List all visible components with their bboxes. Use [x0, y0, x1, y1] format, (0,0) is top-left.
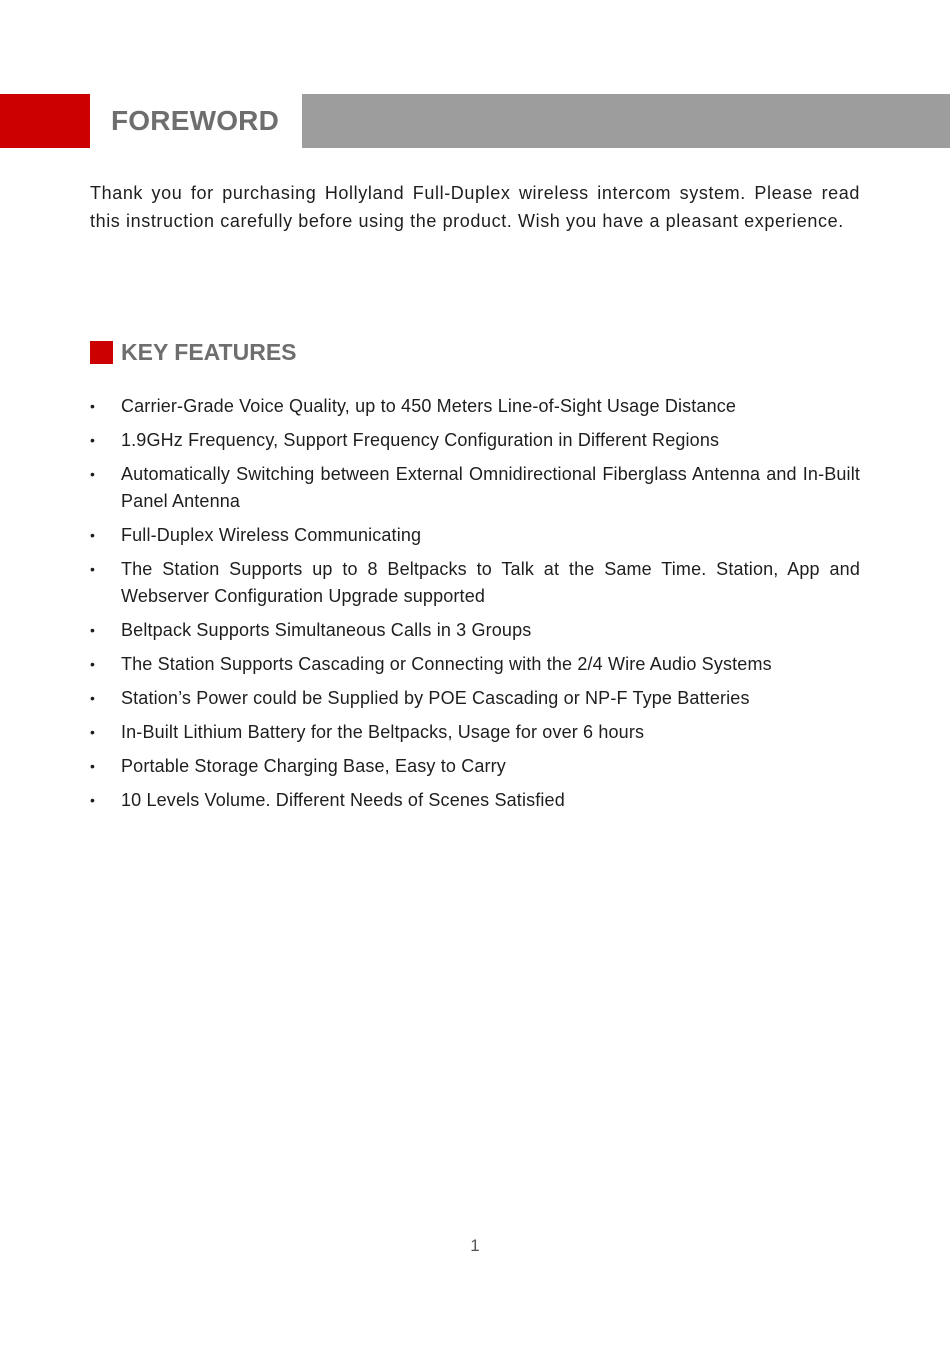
- feature-text: Station’s Power could be Supplied by POE Cascading or NP-F Type Batteries: [121, 688, 750, 708]
- list-item: [90, 719, 860, 746]
- bullet-icon: •: [90, 527, 96, 543]
- feature-text: Carrier-Grade Voice Quality, up to 450 Meters Line-of-Sight Usage Distance: [121, 396, 737, 416]
- feature-text: Beltpack Supports Simultaneous Calls in 3 Groups: [121, 620, 532, 640]
- key-features-heading: [90, 337, 297, 367]
- list-item: [90, 685, 860, 712]
- bullet-icon: •: [90, 561, 96, 577]
- bullet-icon: •: [90, 724, 96, 740]
- list-item: [90, 617, 860, 644]
- feature-list: [90, 393, 860, 821]
- bullet-icon: •: [90, 758, 96, 774]
- list-item: [90, 461, 860, 515]
- list-item: [90, 651, 860, 678]
- section-marker-icon: [90, 341, 113, 364]
- key-features-title: KEY FEATURES: [121, 338, 297, 365]
- header-accent-block: [0, 94, 90, 148]
- feature-text: 1.9GHz Frequency, Support Frequency Configuration in Different Regions: [121, 430, 720, 450]
- feature-text: 10 Levels Volume. Different Needs of Scenes Satisfied: [121, 790, 565, 810]
- feature-text: In-Built Lithium Battery for the Beltpacks, Usage for over 6 hours: [121, 722, 645, 742]
- bullet-icon: •: [90, 466, 96, 482]
- feature-text: The Station Supports up to 8 Beltpacks to Talk at the Same Time. Station, App and Webserver Configuration Upgrade supported: [121, 559, 860, 606]
- feature-text: The Station Supports Cascading or Connecting with the 2/4 Wire Audio Systems: [121, 654, 772, 674]
- bullet-icon: •: [90, 432, 96, 448]
- page-title: FOREWORD: [111, 105, 280, 136]
- bullet-icon: •: [90, 690, 96, 706]
- foreword-paragraph: Thank you for purchasing Hollyland Full-Duplex wireless intercom system. Please read this instruction carefully before using the product. Wish you have a pleasant experience.: [90, 183, 860, 231]
- list-item: [90, 753, 860, 780]
- list-item: [90, 393, 860, 420]
- bullet-icon: •: [90, 792, 96, 808]
- feature-text: Portable Storage Charging Base, Easy to Carry: [121, 756, 506, 776]
- feature-text: Automatically Switching between External Omnidirectional Fiberglass Antenna and In-Built Panel Antenna: [121, 464, 860, 511]
- list-item: [90, 556, 860, 610]
- bullet-icon: •: [90, 398, 96, 414]
- list-item: [90, 427, 860, 454]
- bullet-icon: •: [90, 622, 96, 638]
- feature-text: Full-Duplex Wireless Communicating: [121, 525, 422, 545]
- list-item: [90, 522, 860, 549]
- list-item: [90, 787, 860, 814]
- page-number: 1: [470, 1236, 480, 1255]
- header-gray-bar: [302, 94, 950, 148]
- bullet-icon: •: [90, 656, 96, 672]
